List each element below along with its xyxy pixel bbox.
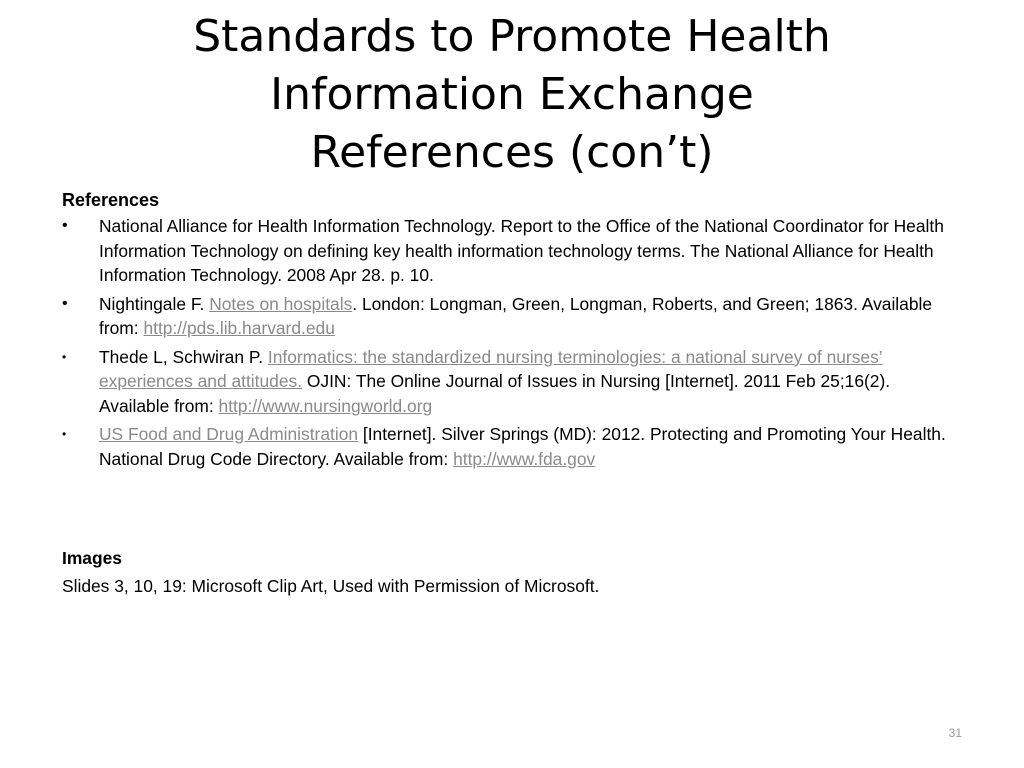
- images-section: [62, 544, 962, 600]
- slide-title: [0, 8, 1024, 182]
- reference-url-link[interactable]: http://pds.lib.harvard.edu: [143, 318, 335, 338]
- references-heading: References: [62, 190, 160, 210]
- reference-list: [62, 214, 962, 471]
- reference-details: OJIN: The Online Journal of Issues in Nursing [Internet]. 2011 Feb 25;16(2). Available from:: [99, 371, 891, 416]
- images-credit: Slides 3, 10, 19: Microsoft Clip Art, Used with Permission of Microsoft.: [62, 576, 600, 596]
- reference-text: National Alliance for Health Information Technology. Report to the Office of the National Coordinator for Health Information Technology on defining key health information technology terms. The National Alliance for Health Information Technology. 2008 Apr 28. p. 10.: [99, 216, 944, 285]
- page-number: 31: [948, 726, 962, 740]
- bullet-icon: •: [62, 294, 68, 312]
- reference-item: [62, 214, 962, 288]
- title-line-1: Standards to Promote Health: [193, 11, 831, 62]
- reference-title-link[interactable]: Informatics: the standardized nursing terminologies: a national survey of nurses’ experiences and attitudes.: [99, 346, 883, 391]
- title-line-2: Information Exchange: [270, 69, 754, 120]
- references-section: [62, 188, 962, 475]
- reference-url-link[interactable]: http://www.nursingworld.org: [218, 395, 433, 416]
- reference-title-link[interactable]: Notes on hospitals: [209, 293, 353, 314]
- reference-author: Nightingale F.: [99, 293, 210, 314]
- reference-details: [Internet]. Silver Springs (MD): 2012. Protecting and Promoting Your Health. National Drug Code Directory. Available from:: [99, 424, 946, 469]
- reference-item: [62, 422, 962, 471]
- title-line-3: References (con’t): [310, 127, 714, 178]
- reference-url-link[interactable]: http://www.fda.gov: [453, 448, 596, 469]
- images-heading: Images: [62, 548, 122, 568]
- reference-details: . London: Longman, Green, Longman, Roberts, and Green; 1863. Available from:: [99, 293, 933, 338]
- reference-item: [62, 292, 962, 341]
- bullet-icon: •: [62, 427, 67, 441]
- bullet-icon: •: [62, 217, 68, 234]
- bullet-icon: •: [62, 349, 67, 364]
- reference-author: Thede L, Schwiran P.: [99, 346, 268, 367]
- reference-title-link[interactable]: US Food and Drug Administration: [99, 424, 359, 444]
- reference-item: [62, 345, 962, 419]
